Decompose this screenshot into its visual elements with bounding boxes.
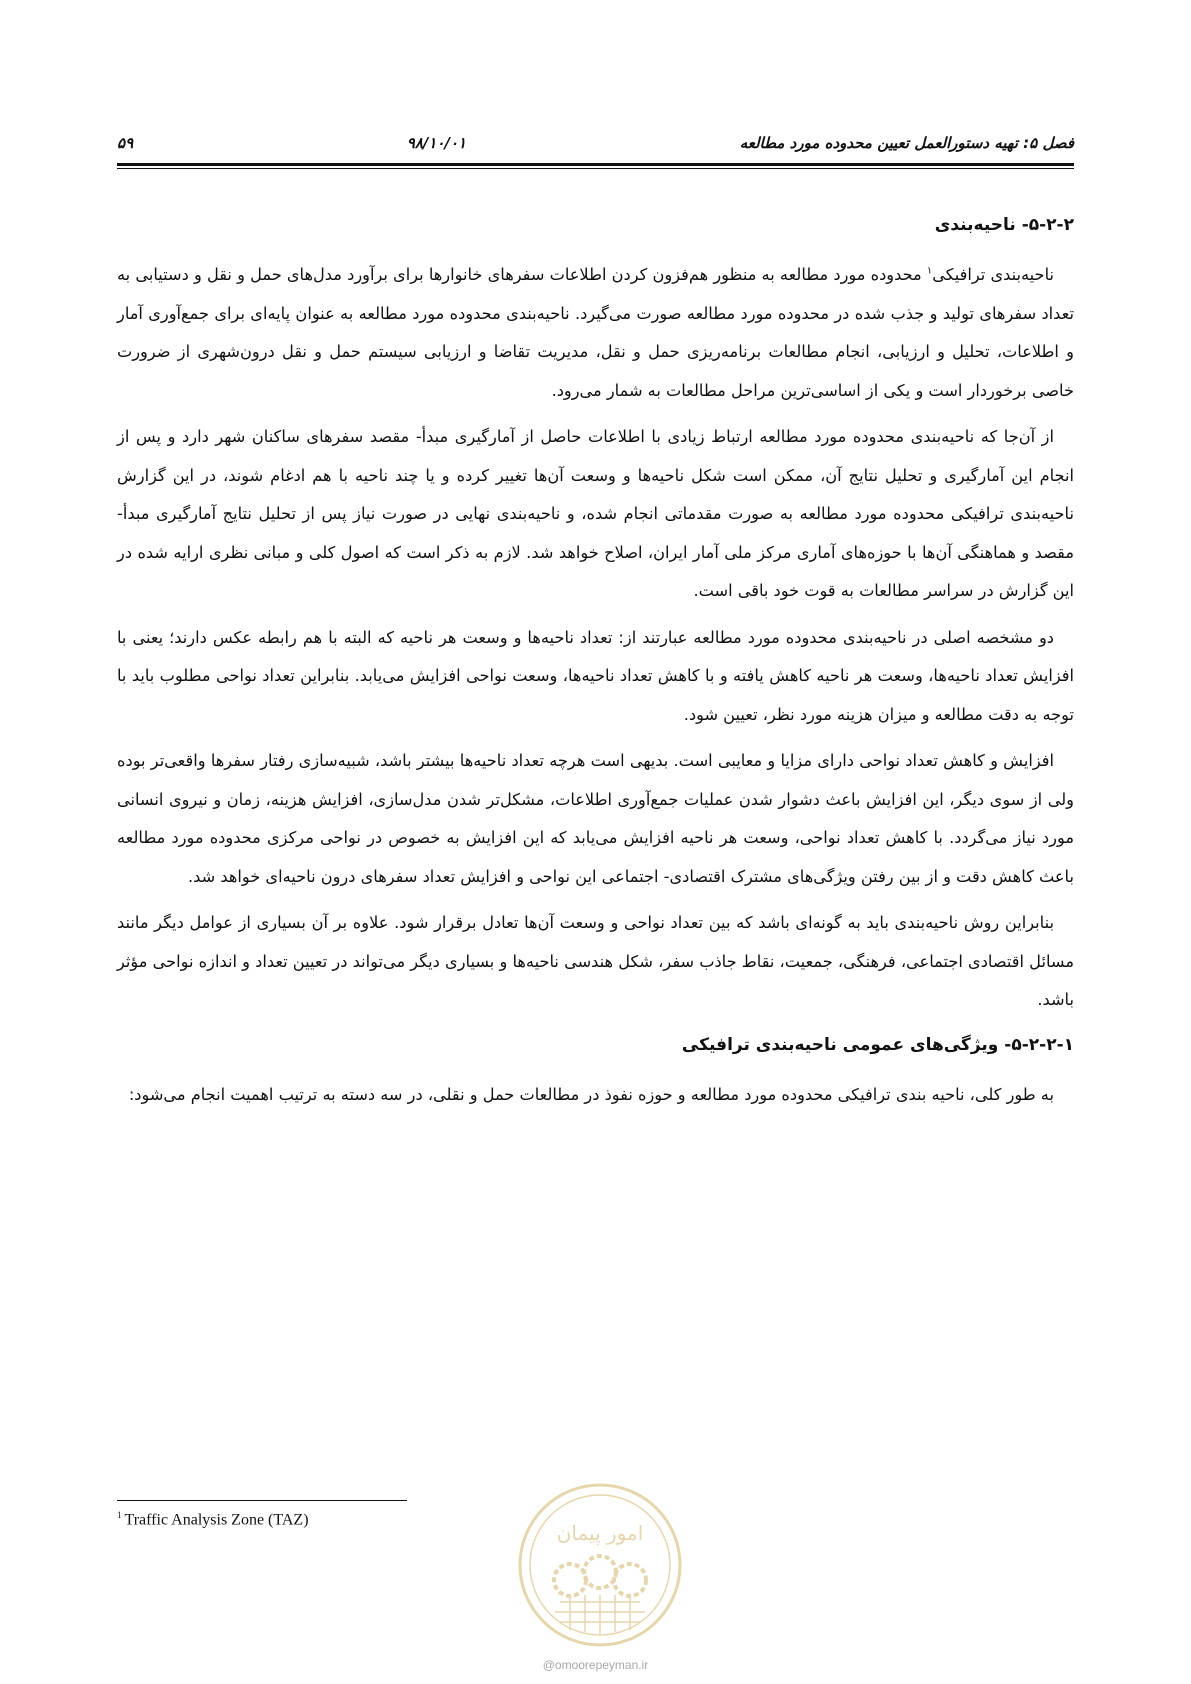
paragraph: از آن‌جا که ناحیه‌بندی محدوده مورد مطالعه ارتباط زیادی با اطلاعات حاصل از آمارگیری مبدأ- مقصد سفرهای ساکنان شهر دارد و پس از انجام این آمارگیری و تحلیل نتایج آن، ممکن است شکل ناحیه‌ها و وسعت آن‌ها تغییر کرده و یا چند ناحیه با هم ادغام شوند، در این گزارش ناحیه‌بندی ترافیکی محدوده مورد مطالعه به صورت مقدماتی انجام شده، و ناحیه‌بندی نهایی در صورت نیاز پس از تحلیل نتایج آمارگیری مبدأ- مقصد و هماهنگی آن‌ها با حوزه‌های آماری مرکز ملی آمار ایران، اصلاح خواهد شد. لازم به ذکر است که اصول کلی و مبانی نظری ارایه شده در این گزارش در سراسر مطالعات به قوت خود باقی است.: [117, 427, 1074, 600]
header-rule-thick: [117, 163, 1074, 166]
footnote-marker: 1: [117, 1510, 122, 1520]
main-content: [117, 210, 1074, 1122]
section-heading: ۵-۲-۲- ناحیه‌بندی: [934, 215, 1074, 235]
svg-text:امور پیمان: امور پیمان: [556, 1521, 644, 1545]
header-date: ۹۸/۱۰/۰۱: [406, 134, 467, 152]
paragraph: [117, 256, 1074, 410]
footnote-rule: [117, 1500, 407, 1501]
subsection-heading: ۵-۲-۲-۱- ویژگی‌های عمومی ناحیه‌بندی ترافیکی: [681, 1034, 1074, 1055]
paragraph-body: محدوده مورد مطالعه به منظور هم‌فزون کردن اطلاعات سفرهای خانوارها برای برآورد مدل‌های حمل و نقل و دستیابی به تعداد سفرهای تولید و جذب شده در محدوده مورد مطالعه صورت می‌گیرد. ناحیه‌بندی محدوده مورد مطالعه به عنوان پایه‌ای برای جمع‌آوری آمار و اطلاعات، تحلیل و ارزیابی، انجام مطالعات برنامه‌ریزی حمل و نقل، مدیریت تقاضا و ارزیابی سیستم حمل و نقل درون‌شهری از ضرورت خاصی برخوردار است و یکی از اساسی‌ترین مراحل مطالعات به شمار می‌رود.: [117, 265, 1074, 400]
watermark-text: @omoorepeyman.ir: [542, 1658, 649, 1672]
paragraph: افزایش و کاهش تعداد نواحی دارای مزایا و معایبی است. بدیهی است هرچه تعداد ناحیه‌ها بیشتر باشد، شبیه‌سازی رفتار سفرها واقعی‌تر بوده ولی از سوی دیگر، این افزایش باعث دشوار شدن عملیات جمع‌آوری اطلاعات، مشکل‌تر شدن مدل‌سازی، افزایش هزینه، زمان و نیروی انسانی مورد نیاز می‌گردد. با کاهش تعداد نواحی، وسعت هر ناحیه افزایش می‌یابد که این افزایش به خصوص در نواحی مرکزی محدوده مورد مطالعه باعث کاهش دقت و از بین رفتن ویژگی‌های مشترک اقتصادی- اجتماعی این نواحی و افزایش تعداد سفرهای درون ناحیه‌ای خواهد شد.: [117, 751, 1074, 886]
stamp-logo-icon: [515, 1480, 685, 1650]
page-number: ۵۹: [117, 134, 134, 152]
paragraph: بنابراین روش ناحیه‌بندی باید به گونه‌ای باشد که بین تعداد نواحی و وسعت آن‌ها تعادل برقرار شود. علاوه بر آن بسیاری از عوامل دیگر مانند مسائل اقتصادی اجتماعی، فرهنگی، جمعیت، نقاط جاذب سفر، شکل هندسی ناحیه‌ها و بسیاری دیگر می‌تواند در تعیین تعداد و اندازه نواحی مؤثر باشد.: [117, 913, 1074, 1009]
page-header: [117, 128, 1074, 158]
footnote-text: Traffic Analysis Zone (TAZ): [124, 1511, 309, 1529]
footnote-ref: ۱: [926, 265, 933, 277]
paragraph: به طور کلی، ناحیه بندی ترافیکی محدوده مورد مطالعه و حوزه نفوذ در مطالعات حمل و نقلی، در سه دسته به ترتیب اهمیت انجام می‌شود:: [128, 1084, 1054, 1104]
chapter-title: فصل ۵: تهیه دستورالعمل تعیین محدوده مورد مطالعه: [739, 134, 1074, 152]
footnote: [117, 1510, 309, 1529]
paragraph: دو مشخصه اصلی در ناحیه‌بندی محدوده مورد مطالعه عبارتند از: تعداد ناحیه‌ها و وسعت هر ناحیه که البته با هم رابطه عکس دارند؛ یعنی با افزایش تعداد ناحیه‌ها، وسعت هر ناحیه کاهش یافته و با کاهش تعداد ناحیه‌ها، وسعت نواحی افزایش می‌یابد. بنابراین تعداد نواحی مطلوب باید با توجه به دقت مطالعه و میزان هزینه مورد نظر، تعیین شود.: [117, 627, 1074, 724]
paragraph-lead: ناحیه‌بندی ترافیکی: [932, 265, 1055, 284]
header-rule-thin: [117, 168, 1074, 169]
